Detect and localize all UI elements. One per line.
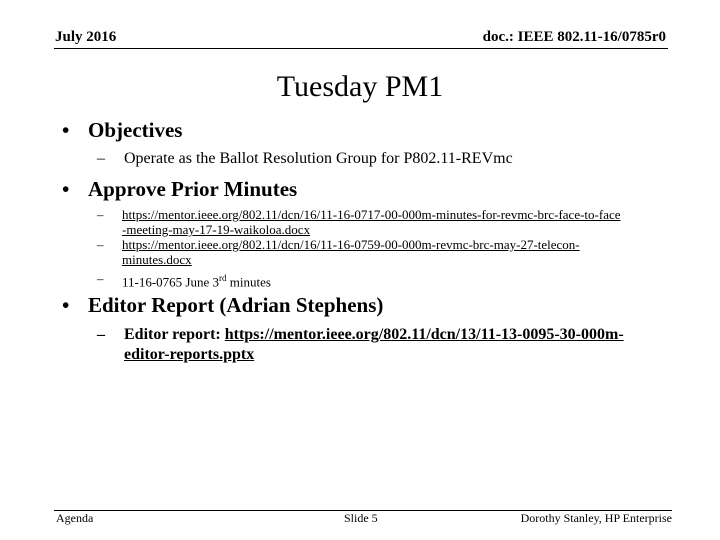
minutes-text-prefix: 11-16-0765 June 3: [122, 274, 220, 290]
bullet-heading: Editor Report (Adrian Stephens): [88, 293, 384, 317]
minutes-link[interactable]: https://mentor.ieee.org/802.11/dcn/16/11-16-0759-00-000m-revmc-brc-may-27-telecon-: [122, 237, 580, 252]
slide-title: Tuesday PM1: [276, 70, 444, 103]
editor-label: Editor report:: [124, 326, 225, 343]
footer-left: Agenda: [56, 511, 94, 525]
minutes-link-wrap: [122, 237, 580, 267]
minutes-text-sup: rd: [219, 273, 227, 283]
minutes-link-cont[interactable]: -meeting-may-17-19-waikoloa.docx: [122, 222, 311, 237]
dash: –: [97, 237, 104, 252]
header-doc-id: doc.: IEEE 802.11-16/0785r0: [482, 29, 666, 45]
minutes-link-wrap: [122, 207, 621, 237]
minutes-link[interactable]: https://mentor.ieee.org/802.11/dcn/16/11-16-0717-00-000m-minutes-for-revmc-brc-face-to-face: [122, 207, 621, 222]
minutes-link-cont[interactable]: minutes.docx: [122, 252, 192, 267]
editor-link-cont[interactable]: editor-reports.pptx: [124, 346, 255, 363]
editor-text: [124, 325, 624, 365]
header-date: July 2016: [55, 29, 117, 45]
editor-link[interactable]: https://mentor.ieee.org/802.11/dcn/13/11-13-0095-30-000m-: [224, 326, 624, 343]
bullet-dot: •: [62, 293, 70, 317]
minutes-text: [122, 271, 271, 289]
bullet-dot: •: [62, 177, 70, 201]
dash: –: [97, 150, 105, 167]
footer-slide-number: Slide 5: [344, 511, 378, 525]
footer-author: Dorothy Stanley, HP Enterprise: [520, 511, 672, 525]
objective-text: Operate as the Ballot Resolution Group for P802.11-REVmc: [124, 150, 513, 167]
bullet-objectives: [62, 118, 182, 143]
dash: –: [97, 326, 105, 343]
bullet-approve-minutes: [62, 177, 297, 202]
dash: –: [97, 207, 104, 222]
bullet-heading: Objectives: [88, 118, 183, 142]
header-divider: [54, 48, 668, 49]
minutes-text-suffix: minutes: [226, 274, 271, 290]
bullet-heading: Approve Prior Minutes: [88, 177, 298, 201]
bullet-dot: •: [62, 118, 70, 142]
dash: –: [97, 271, 104, 286]
bullet-editor-report: [62, 293, 383, 318]
